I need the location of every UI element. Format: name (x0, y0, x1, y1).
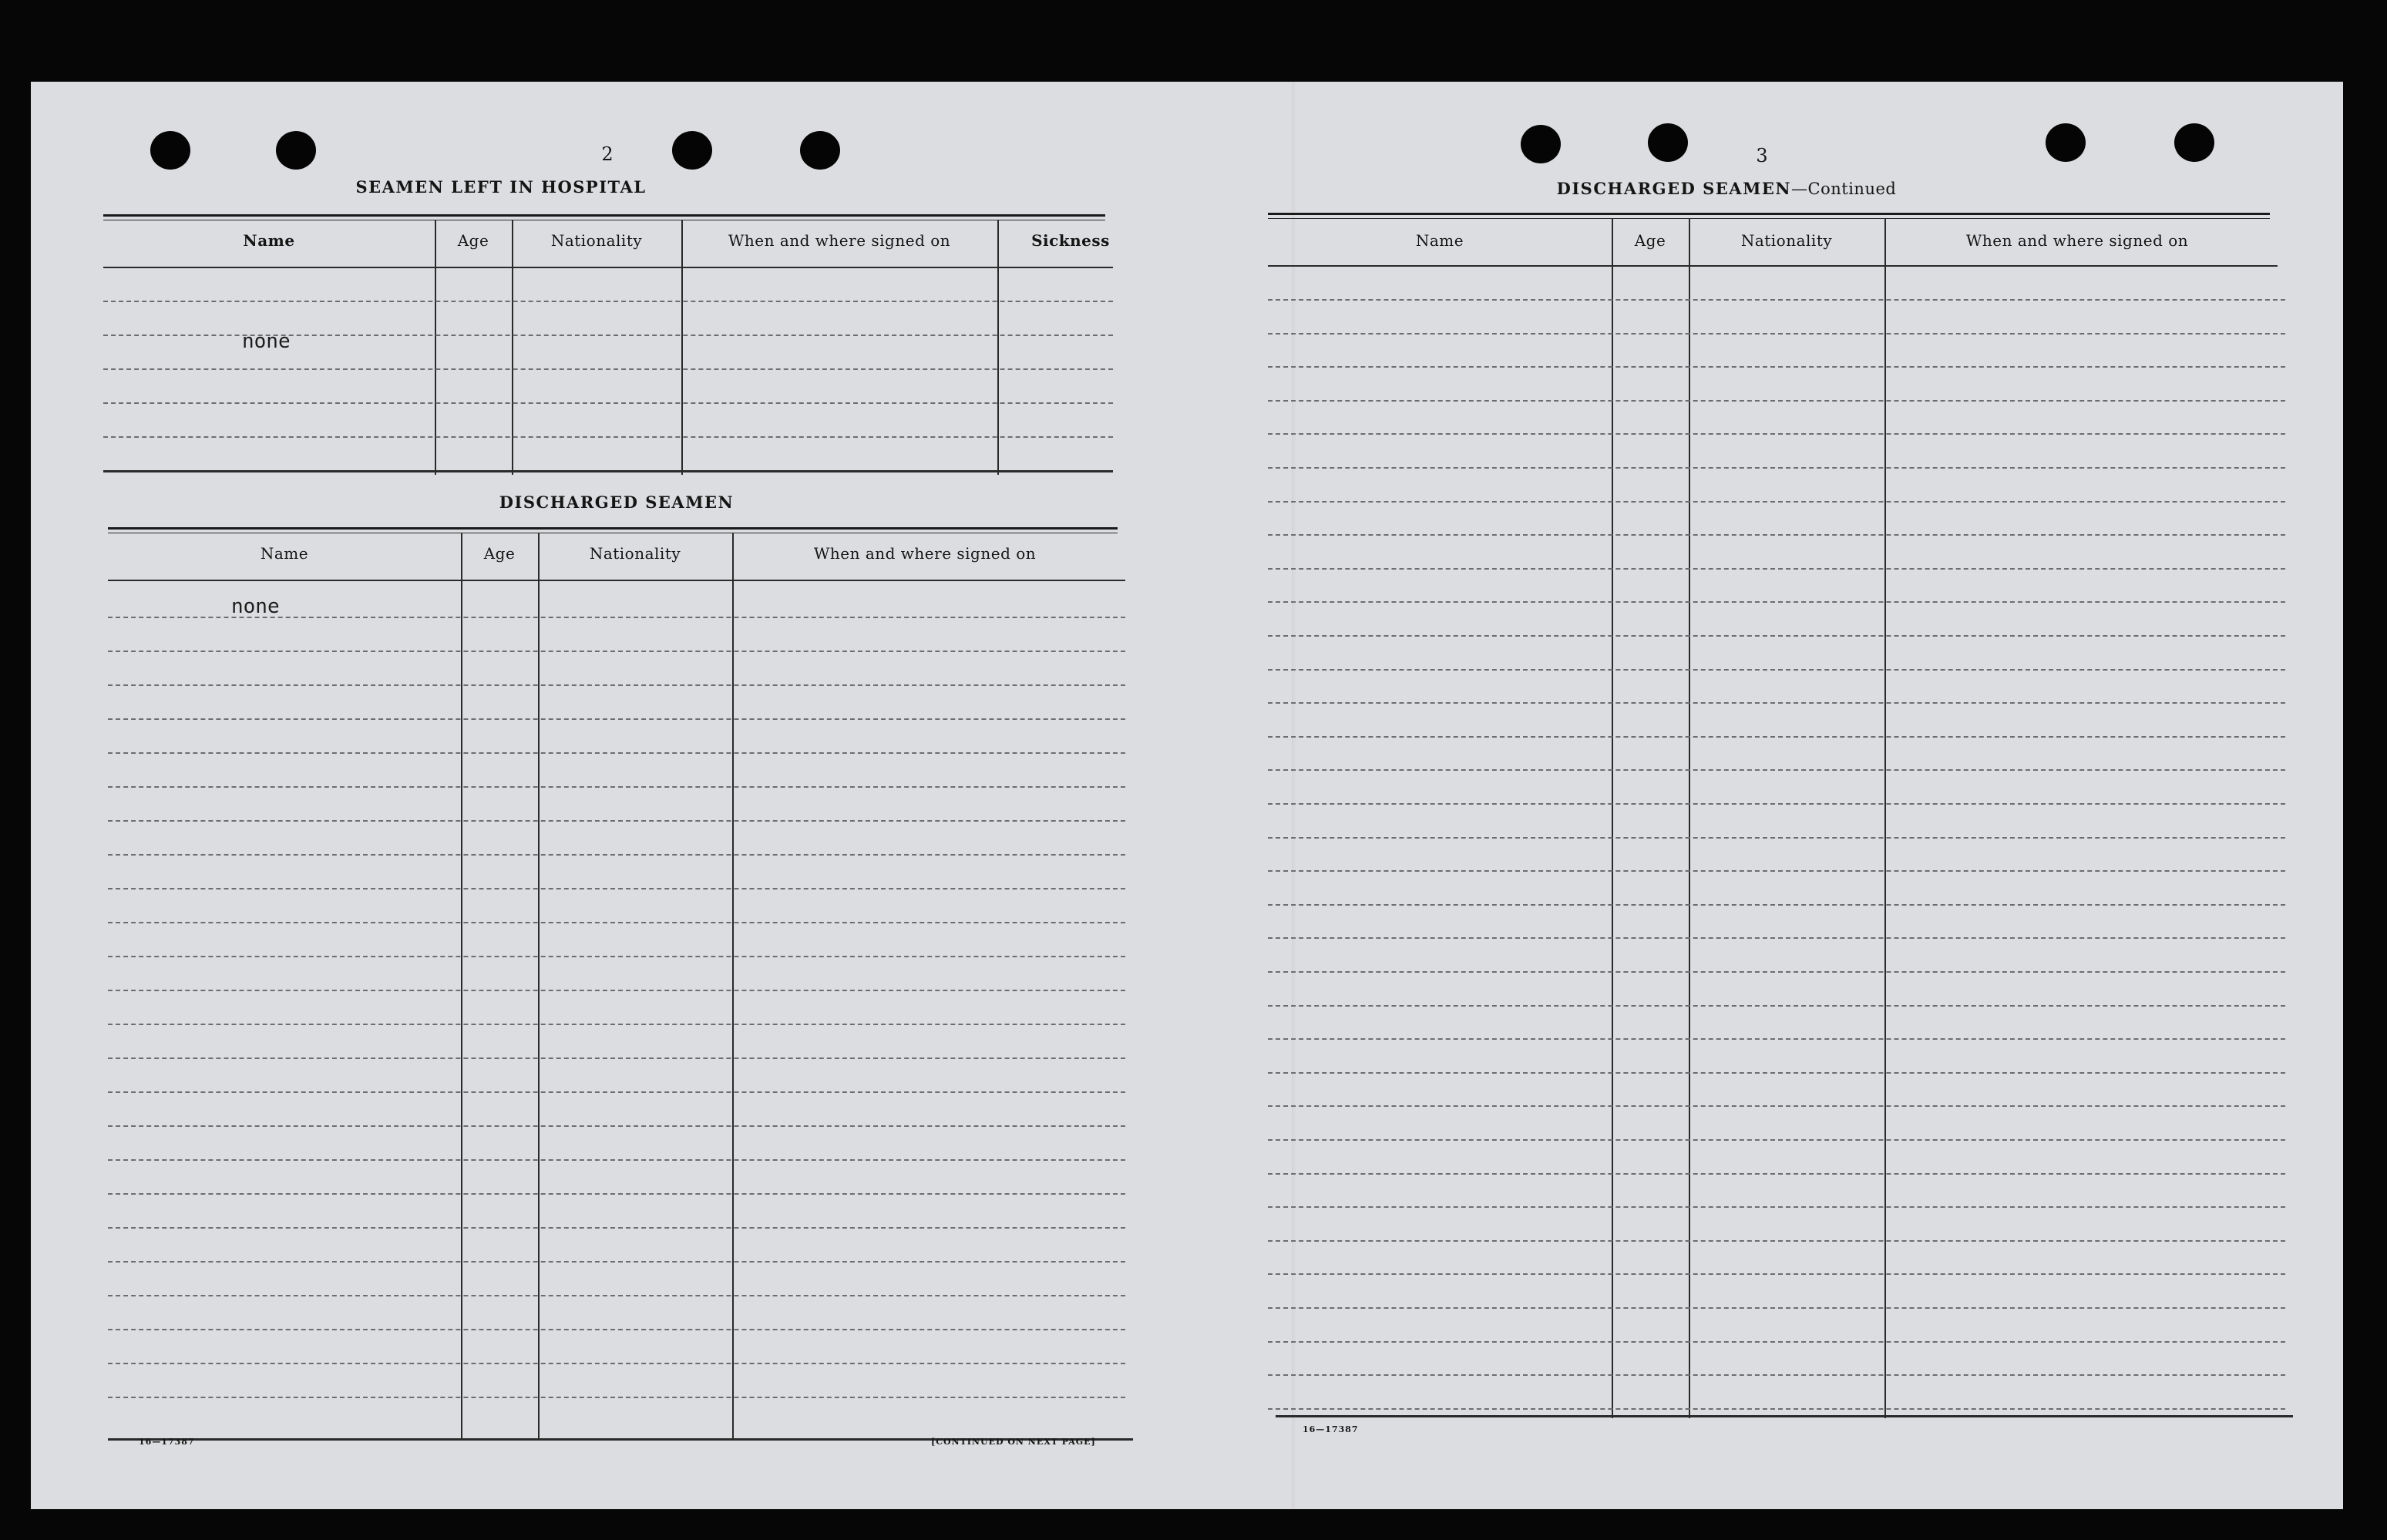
row-line (1268, 1408, 2285, 1410)
row-line (1268, 601, 2285, 603)
col-header-age: Age (483, 544, 516, 563)
page-number-right: 3 (1756, 145, 1768, 166)
row-line (1268, 1206, 2285, 1208)
row-line (103, 436, 1113, 438)
table-top-rule (1268, 213, 2270, 215)
row-line (108, 651, 1125, 652)
row-line (1268, 1273, 2285, 1275)
punch-hole (1648, 123, 1688, 162)
table-bottom-rule (1276, 1415, 2293, 1417)
continued-note: [CONTINUED ON NEXT PAGE] (931, 1437, 1096, 1447)
discharged-continued-table (1268, 207, 2332, 1471)
row-line (1268, 1005, 2285, 1007)
row-line (1268, 299, 2285, 301)
column-divider (1884, 219, 1886, 1418)
punch-hole (2174, 123, 2214, 162)
table-top-rule (108, 527, 1118, 530)
col-header-signed-on: When and where signed on (728, 231, 951, 250)
column-divider (538, 533, 540, 1439)
row-line (1268, 635, 2285, 637)
row-line (108, 684, 1125, 686)
col-header-nationality: Nationality (550, 231, 643, 250)
punch-hole (672, 131, 712, 170)
row-line (1268, 467, 2285, 469)
row-line (108, 786, 1125, 788)
discharged-table (108, 521, 1172, 1509)
column-divider (1689, 219, 1690, 1418)
col-header-signed-on: When and where signed on (813, 544, 1037, 563)
row-line (1268, 937, 2285, 939)
row-line (1268, 1173, 2285, 1175)
row-line (1268, 1240, 2285, 1242)
row-line (108, 1057, 1125, 1059)
hospital-section-title: SEAMEN LEFT IN HOSPITAL (355, 177, 647, 197)
row-line (1268, 568, 2285, 570)
row-line (108, 888, 1125, 889)
row-line (1268, 366, 2285, 368)
row-line (1268, 736, 2285, 738)
row-line (103, 368, 1113, 370)
punch-hole (150, 131, 190, 170)
column-divider (732, 533, 734, 1439)
row-line (108, 1193, 1125, 1195)
col-header-age: Age (457, 231, 489, 250)
row-line (1268, 1374, 2285, 1376)
hospital-entry-none: none (242, 330, 291, 353)
row-line (1268, 1105, 2285, 1107)
row-line (108, 1159, 1125, 1161)
title-main: DISCHARGED SEAMEN (1556, 179, 1792, 198)
row-line (108, 1397, 1125, 1398)
discharged-section-title: DISCHARGED SEAMEN (499, 493, 735, 512)
punch-hole (1521, 125, 1561, 163)
row-line (108, 1125, 1125, 1127)
row-line (108, 854, 1125, 856)
punch-hole (2046, 123, 2086, 162)
column-divider (461, 533, 462, 1439)
col-header-nationality: Nationality (1740, 231, 1833, 250)
row-line (1268, 534, 2285, 536)
row-line (1268, 837, 2285, 839)
row-line (1268, 702, 2285, 704)
row-line (108, 990, 1125, 991)
row-line (108, 956, 1125, 957)
row-line (1268, 904, 2285, 906)
row-line (108, 1091, 1125, 1093)
row-line (1268, 870, 2285, 872)
header-underline (103, 267, 1113, 268)
table-top-rule (103, 214, 1105, 217)
col-header-signed-on: When and where signed on (1965, 231, 2189, 250)
row-line (1268, 769, 2285, 771)
document-sheet (31, 82, 2343, 1509)
row-line (1268, 803, 2285, 805)
col-header-nationality: Nationality (589, 544, 681, 563)
col-header-name: Name (1415, 231, 1464, 250)
row-line (108, 1329, 1125, 1330)
title-continued: —Continued (1791, 180, 1897, 198)
col-header-sickness: Sickness (1031, 231, 1110, 250)
page-number-left: 2 (601, 143, 614, 165)
row-line (108, 1261, 1125, 1263)
row-line (108, 1295, 1125, 1296)
row-line (103, 301, 1113, 302)
row-line (1268, 669, 2285, 671)
punch-hole (276, 131, 316, 170)
row-line (1268, 1307, 2285, 1309)
row-line (1268, 433, 2285, 435)
form-number-right: 16—17387 (1303, 1424, 1359, 1434)
row-line (108, 1227, 1125, 1229)
row-line (1268, 333, 2285, 335)
row-line (1268, 971, 2285, 973)
row-line (1268, 1139, 2285, 1141)
row-line (108, 718, 1125, 720)
row-line (108, 1024, 1125, 1025)
col-header-age: Age (1634, 231, 1666, 250)
row-line (108, 1363, 1125, 1364)
discharged-entry-none: none (231, 595, 280, 618)
row-line (108, 922, 1125, 923)
discharged-continued-title (1541, 179, 1911, 198)
punch-hole (800, 131, 840, 170)
col-header-name: Name (260, 544, 309, 563)
row-line (103, 402, 1113, 404)
row-line (1268, 1038, 2285, 1040)
header-underline (108, 580, 1125, 581)
row-line (108, 820, 1125, 822)
row-line (1268, 1072, 2285, 1074)
header-underline (1268, 265, 2278, 267)
form-number-left: 16—17387 (139, 1437, 195, 1447)
col-header-name: Name (243, 231, 295, 250)
row-line (108, 752, 1125, 754)
table-bottom-rule (103, 470, 1113, 472)
row-line (1268, 1341, 2285, 1343)
table-top-rule (1268, 218, 2270, 219)
row-line (1268, 400, 2285, 402)
row-line (1268, 501, 2285, 503)
column-divider (1612, 219, 1613, 1418)
